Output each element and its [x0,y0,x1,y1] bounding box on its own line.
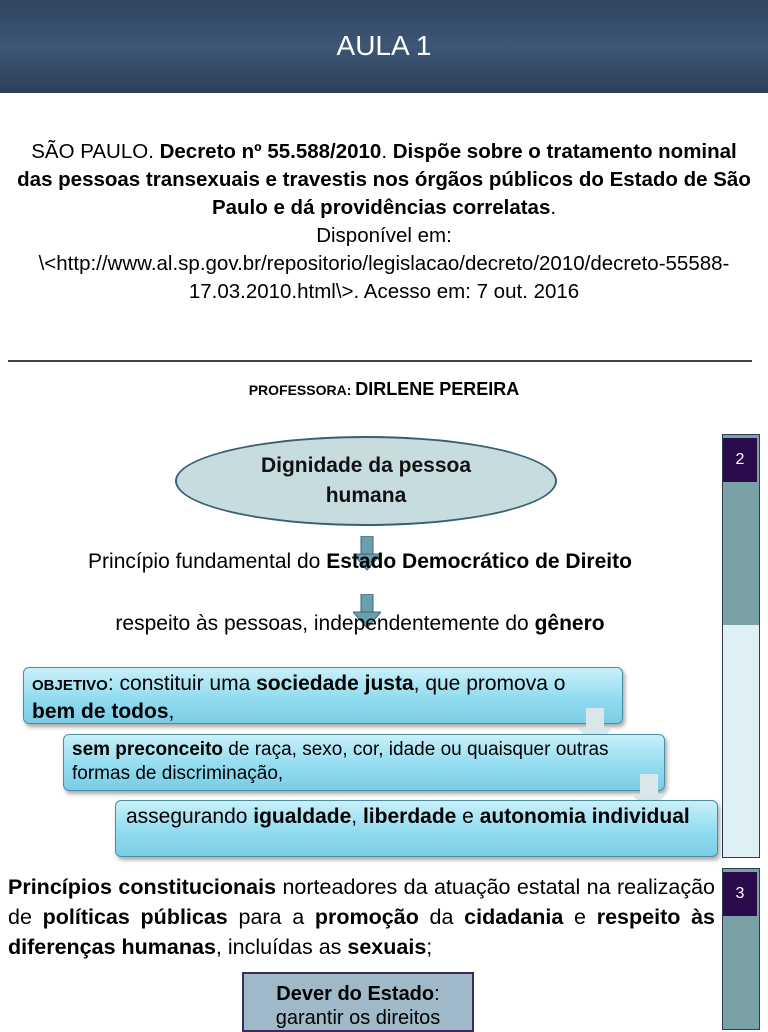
respect-bold: gênero [534,612,605,635]
citation-author: SÃO PAULO. [31,140,160,163]
objective-label: OBJETIVO [32,677,108,694]
citation-summary: Dispõe sobre o tratamento nominal das pessoas transexuais e travestis nos órgãos públicos do Estado de São Paulo e dá providências correlatas [17,140,751,219]
paragraph-text: norteadores da atuação estatal na realização de [8,875,715,929]
paragraph-bold: Princípios constitucionais [8,875,277,899]
principles-paragraph [8,872,715,962]
objective-bold: sociedade justa [256,672,414,695]
citation-separator: . [381,140,393,163]
citation-end: . [550,196,557,219]
no-prejudice-text: de raça, sexo, cor, idade ou quaisquer outras formas de discriminação, [72,739,609,784]
principle-prefix: Princípio fundamental do [88,550,327,573]
paragraph-bold: cidadania [464,905,564,929]
professor-label: PROFESSORA: [248,382,356,398]
paragraph-text: , incluídas as [215,935,348,959]
divider [8,360,752,362]
citation-decree: Decreto nº 55.588/2010 [159,140,382,163]
objective-bold: bem de todos [32,700,169,723]
paragraph-bold: promoção [314,905,419,929]
ellipse-text: Dignidade da pessoa humana [260,454,472,507]
professor-line [0,379,768,400]
no-prejudice-bold: sem preconceito [72,739,223,760]
state-duty-text: garantir os direitos [275,1007,441,1029]
respect-prefix: respeito às pessoas, independentemente do [115,612,535,635]
ensuring-box [115,800,718,857]
ensuring-bold: liberdade [362,805,457,828]
slide-3-number: 3 [723,872,757,916]
citation-available: Disponível em: [316,224,452,247]
ensuring-text: assegurando [126,805,254,828]
paragraph-bold: respeito às diferenças humanas [8,905,715,959]
dignity-ellipse [175,436,557,526]
no-prejudice-box [63,734,665,791]
citation-block [12,138,756,306]
paragraph-bold: sexuais [347,935,427,959]
paragraph-text: e [563,905,597,929]
objective-text: : constituir uma [107,672,257,695]
paragraph-bold: políticas públicas [42,905,228,929]
ensuring-text: e [456,805,480,828]
ensuring-bold: autonomia individual [479,805,690,828]
respect-line [0,612,720,636]
principle-line [0,550,720,574]
state-duty-box [242,972,474,1032]
objective-text: , [168,700,175,723]
paragraph-text: da [418,905,465,929]
citation-url: \<http://www.al.sp.gov.br/repositorio/legislacao/decreto/2010/decreto-55588-17.03.2010.html\> [38,252,730,303]
paragraph-text: para a [227,905,315,929]
objective-box [23,667,623,724]
ensuring-text: , [351,805,363,828]
objective-text: , que promova o [413,672,566,695]
professor-name: DIRLENE PEREIRA [355,379,520,399]
slide-title: AULA 1 [336,30,432,61]
state-duty-bold: Dever do Estado [276,983,435,1005]
ensuring-bold: igualdade [253,805,352,828]
citation-access: . Acesso em: 7 out. 2016 [353,280,580,303]
paragraph-text: ; [426,935,433,959]
principle-bold: Estado Democrático de Direito [326,550,632,573]
state-duty-colon: : [434,983,440,1005]
slide-2-sidebar [722,434,760,858]
slide-2-number: 2 [723,438,757,482]
